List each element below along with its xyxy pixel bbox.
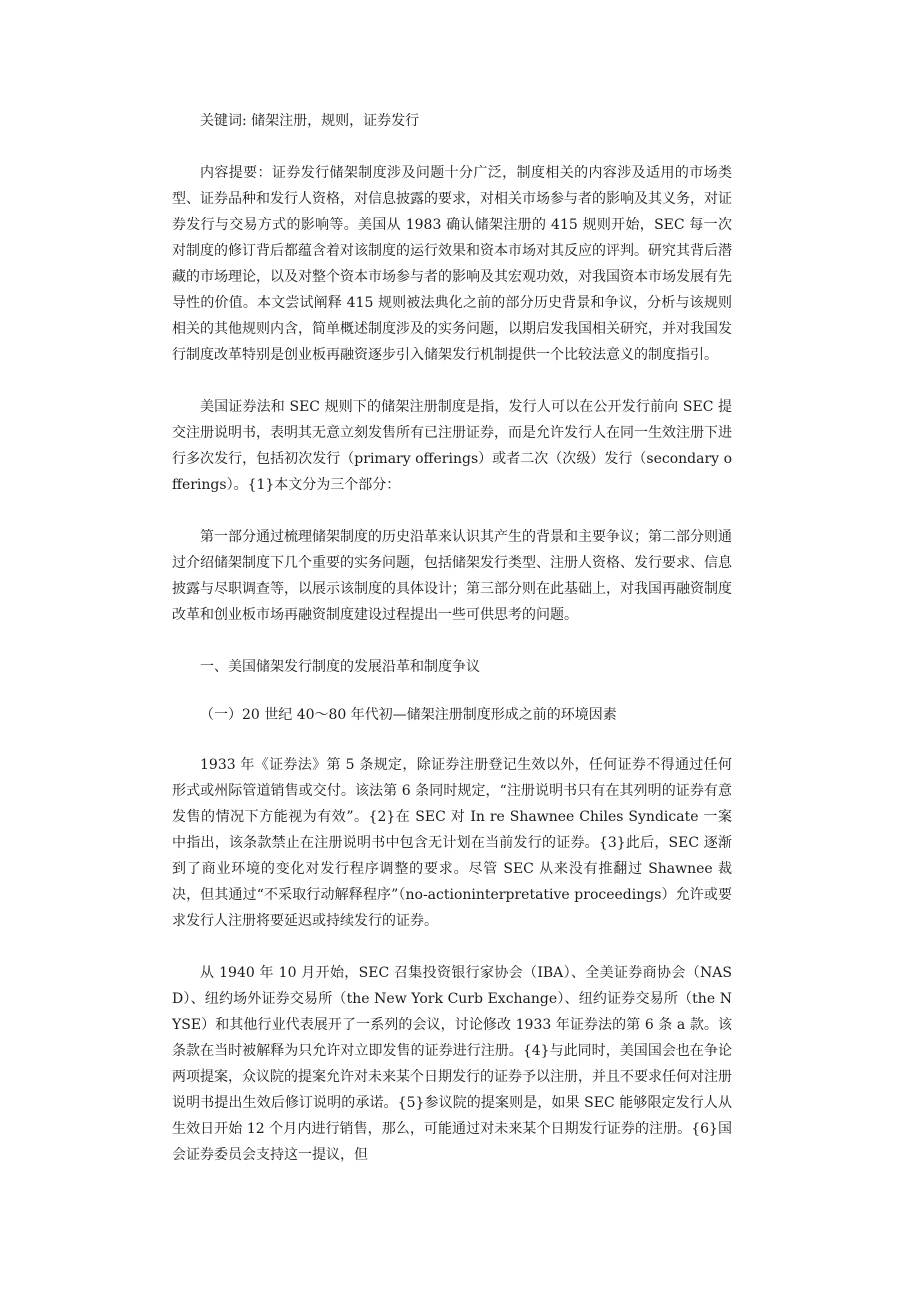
body-paragraph-1933: 1933 年《证券法》第 5 条规定，除证券注册登记生效以外，任何证券不得通过任何形式或州际管道销售或交付。该法第 6 条同时规定，“注册说明书只有在其列明的证券有意发售的情况下方能视为有效”。{2}在 SEC 对 In re Shawnee Chiles Syndicate 一案中指出，该条款禁止在注册说明书中包含无计划在当前发行的证券。{3}此后，SEC 逐渐到了商业环境的变化对发行程序调整的要求。尽管 SEC 从来没有推翻过 Shawnee 裁决，但其通过“不采取行动解释程序”（no-actioninterpretative proceedings）允许或要求发行人注册将要延迟或持续发行的证券。: [172, 757, 732, 929]
intro-paragraph: 美国证券法和 SEC 规则下的储架注册制度是指，发行人可以在公开发行前向 SEC 提交注册说明书，表明其无意立刻发售所有已注册证券，而是允许发行人在同一生效注册下进行多次发行，包括初次发行（primary offerings）或者二次（次级）发行（secondary offerings）。{1}本文分为三个部分：: [172, 399, 732, 493]
structure-paragraph: 第一部分通过梳理储架制度的历史沿革来认识其产生的背景和主要争议；第二部分则通过介绍储架制度下几个重要的实务问题，包括储架发行类型、注册人资格、发行要求、信息披露与尽职调查等，以展示该制度的具体设计；第三部分则在此基础上，对我国再融资制度改革和创业板市场再融资制度建设过程提出一些可供思考的问题。: [172, 529, 732, 623]
document-page: [172, 108, 732, 1194]
keywords-line: 关键词: 储架注册，规则，证券发行: [200, 113, 420, 129]
body-paragraph-1940: 从 1940 年 10 月开始，SEC 召集投资银行家协会（IBA）、全美证券商协会（NASD）、纽约场外证券交易所（the New York Curb Exchange）、纽约证券交易所（the NYSE）和其他行业代表展开了一系列的会议，讨论修改 1933 年证券法的第 6 条 a 款。该条款在当时被解释为只允许对立即发售的证券进行注册。{4}与此同时，美国国会也在争论两项提案，众议院的提案允许对未来某个日期发行的证券予以注册，并且不要求任何对注册说明书提出生效后修订说明的承诺。{5}参议院的提案则是，如果 SEC 能够限定发行人从生效日开始 12 个月内进行销售，那么，可能通过对未来某个日期发行证券的注册。{6}国会证券委员会支持这一提议，但: [172, 965, 732, 1163]
subsection-heading: （一）20 世纪 40～80 年代初—储架注册制度形成之前的环境因素: [200, 707, 617, 723]
abstract-paragraph: 内容提要：证券发行储架制度涉及问题十分广泛，制度相关的内容涉及适用的市场类型、证券品种和发行人资格，对信息披露的要求，对相关市场参与者的影响及其义务，对证券发行与交易方式的影响等。美国从 1983 确认储架注册的 415 规则开始，SEC 每一次对制度的修订背后都蕴含着对该制度的运行效果和资本市场对其反应的评判。研究其背后潜藏的市场理论，以及对整个资本市场参与者的影响及其宏观功效，对我国资本市场发展有先导性的价值。本文尝试阐释 415 规则被法典化之前的部分历史背景和争议，分析与该规则相关的其他规则内含，简单概述制度涉及的实务问题，以期启发我国相关研究，并对我国发行制度改革特别是创业板再融资逐步引入储架发行机制提供一个比较法意义的制度指引。: [172, 165, 732, 363]
section-heading: 一、美国储架发行制度的发展沿革和制度争议: [200, 659, 480, 675]
